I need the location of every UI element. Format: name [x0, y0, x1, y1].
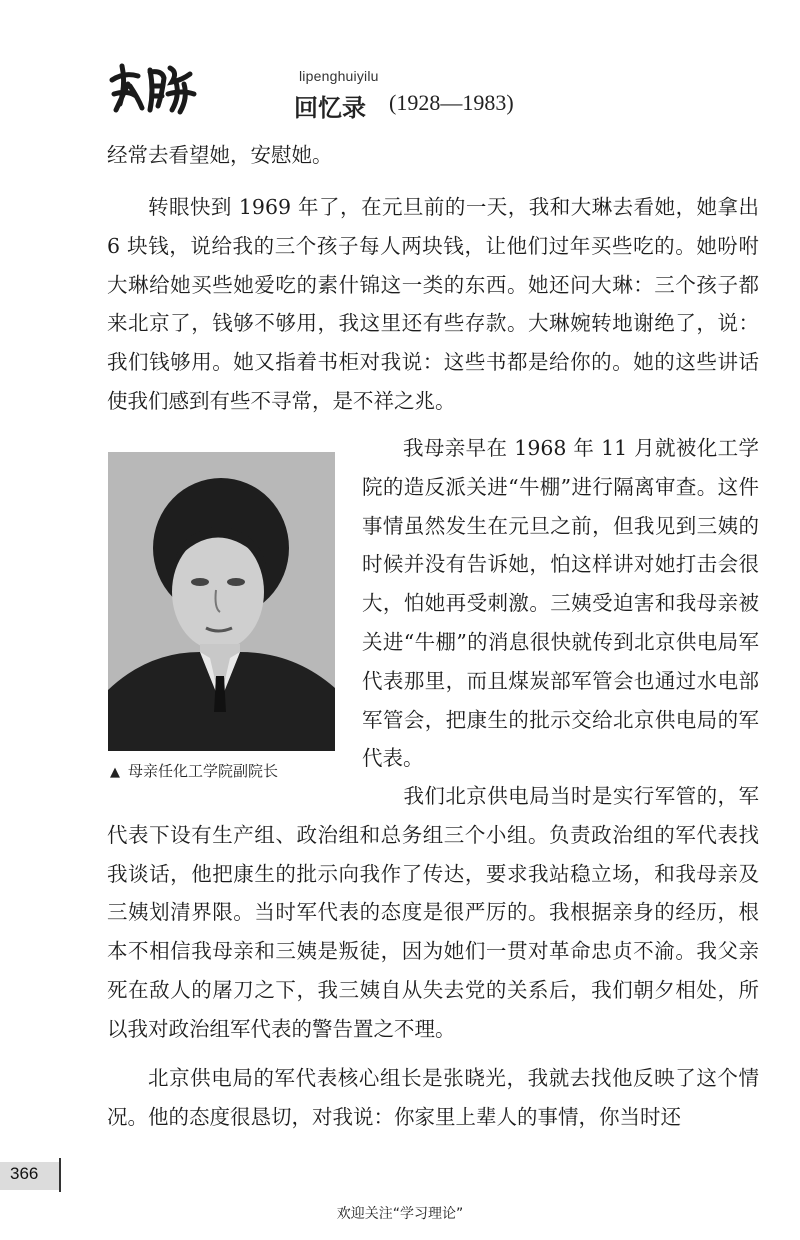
page-number: 366 — [10, 1164, 39, 1183]
paragraph: 转眼快到 1969 年了，在元旦前的一天，我和大琳去看她，她拿出 6 块钱，说给我的三个孩子每人两块钱，让他们过年买些吃的。她吩咐大琳给她买些她爱吃的素什锦这一类的东西。她还问大琳：三个孩子都来北京了，钱够不够用，我这里还有些存款。大琳婉转地谢绝了，说：我们钱够用。她又指着书柜对我说：这些书都是给你的。她的这些讲话使我们感到有些不寻常，是不祥之兆。 — [107, 195, 759, 413]
book-title: 回忆录 — [294, 94, 366, 122]
calligraphy-signature — [106, 60, 198, 116]
triangle-icon: ▲ — [110, 765, 120, 780]
header-pinyin: lipenghuiyilu — [299, 68, 379, 84]
paragraph-text: 我们北京供电局当时是实行军管的，军代表下设有生产组、政治组和总务组三个小组。负责政治组的军代表找我谈话，他把康生的批示向我作了传达，要求我站稳立场，和我母亲及三姨划清界限。当时军代表的态度是很严厉的。我根据亲身的经历，根本不相信我母亲和三姨是叛徒，因为她们一贯对革命忠贞不渝。我父亲死在敌人的屠刀之下，我三姨自从失去党的关系后，我们朝夕相处，所以我对政治组军代表的警告置之不理。 — [107, 784, 759, 1041]
paragraph: 经常去看望她，安慰她。 — [107, 143, 333, 167]
portrait-illustration — [108, 452, 335, 751]
caption-text: 母亲任化工学院副院长 — [128, 762, 279, 780]
footer-note: 欢迎关注“学习理论” — [336, 1206, 464, 1222]
paragraph: 我母亲早在 1968 年 11 月就被化工学院的造反派关进“牛棚”进行隔离审查。这件事情虽然发生在元旦之前，但我见到三姨的时候并没有告诉她，怕这样讲对她打击会很大，怕她再受刺激。三姨受迫害和我母亲被关进“牛棚”的消息很快就传到北京供电局军代表那里，而且煤炭部军管会也通过水电部军管会，把康生的批示交给北京供电局的军代表。 — [362, 436, 759, 771]
page-number-divider — [59, 1158, 61, 1192]
paragraph: 北京供电局的军代表核心组长是张晓光，我就去找他反映了这个情况。他的态度很恳切，对我说：你家里上辈人的事情，你当时还 — [107, 1066, 759, 1129]
portrait-photo — [108, 452, 335, 751]
paragraph — [107, 777, 759, 1049]
year-range: (1928—1983) — [389, 90, 514, 115]
running-header — [106, 58, 526, 122]
